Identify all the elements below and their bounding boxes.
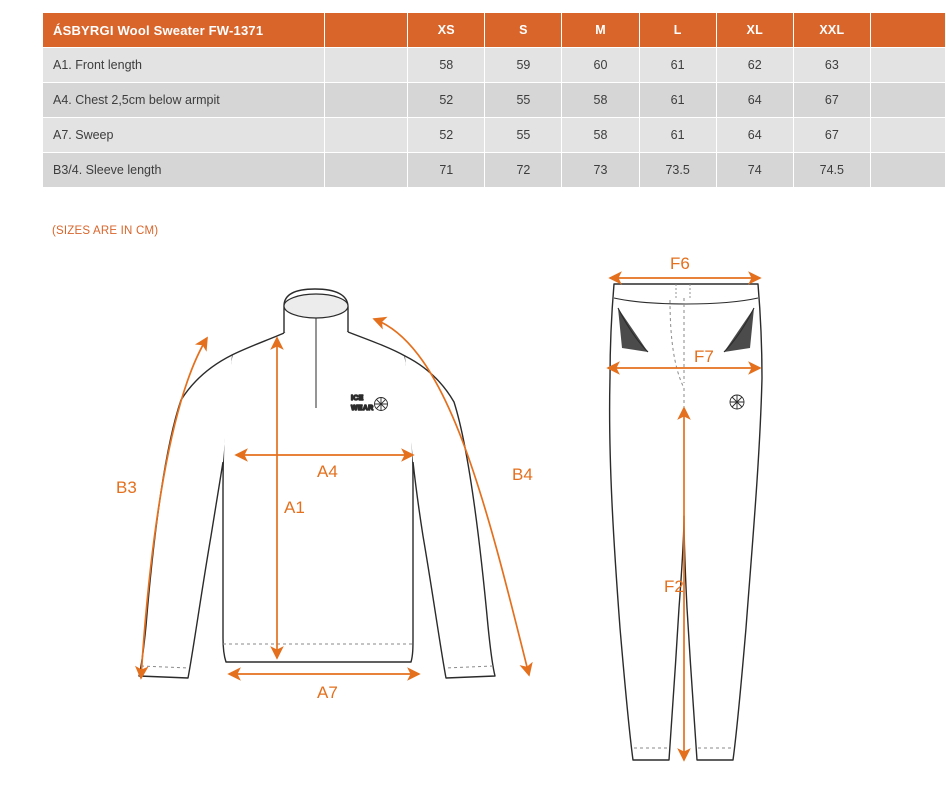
measure-value: 61 (639, 83, 716, 118)
measure-value: 62 (716, 48, 793, 83)
garment-diagrams (0, 248, 946, 797)
brand-line-2: WEAR (351, 405, 374, 412)
table-row (43, 83, 946, 118)
measure-label: A1. Front length (43, 48, 325, 83)
measure-value: 64 (716, 118, 793, 153)
row-spacer (325, 83, 408, 118)
header-tail-spacer (870, 13, 945, 48)
measure-value: 58 (562, 83, 639, 118)
table-row (43, 153, 946, 188)
table-header-row (43, 13, 946, 48)
table-row (43, 48, 946, 83)
row-tail-spacer (870, 153, 945, 188)
size-header-l: L (639, 13, 716, 48)
sweater-drawing (139, 289, 495, 678)
measure-label: B3/4. Sleeve length (43, 153, 325, 188)
dimension-label-f6: F6 (670, 254, 690, 273)
measure-value: 55 (485, 118, 562, 153)
dimension-label-b4: B4 (512, 465, 533, 484)
size-header-xxl: XXL (793, 13, 870, 48)
row-tail-spacer (870, 118, 945, 153)
header-spacer (325, 13, 408, 48)
size-table-body (43, 48, 946, 188)
measure-value: 61 (639, 48, 716, 83)
measure-value: 67 (793, 118, 870, 153)
dimension-label-b3: B3 (116, 478, 137, 497)
measure-value: 71 (408, 153, 485, 188)
measure-value: 55 (485, 83, 562, 118)
measure-value: 61 (639, 118, 716, 153)
measure-value: 64 (716, 83, 793, 118)
pants-drawing (610, 284, 762, 760)
measure-value: 67 (793, 83, 870, 118)
measure-value: 59 (485, 48, 562, 83)
measure-value: 58 (562, 118, 639, 153)
dimension-label-a4: A4 (317, 462, 338, 481)
units-note: (SIZES ARE IN CM) (52, 225, 159, 237)
measure-value: 73 (562, 153, 639, 188)
measure-value: 52 (408, 118, 485, 153)
dimension-label-f2: F2 (664, 577, 684, 596)
measure-value: 58 (408, 48, 485, 83)
measure-value: 60 (562, 48, 639, 83)
size-chart-page (0, 12, 946, 797)
row-spacer (325, 48, 408, 83)
size-table-head (43, 13, 946, 48)
size-header-m: M (562, 13, 639, 48)
size-header-s: S (485, 13, 562, 48)
measure-value: 73.5 (639, 153, 716, 188)
size-header-xs: XS (408, 13, 485, 48)
row-tail-spacer (870, 48, 945, 83)
measure-label: A4. Chest 2,5cm below armpit (43, 83, 325, 118)
size-table (42, 12, 946, 188)
dimension-label-f7: F7 (694, 347, 714, 366)
measure-value: 74.5 (793, 153, 870, 188)
measure-value: 63 (793, 48, 870, 83)
row-spacer (325, 153, 408, 188)
table-row (43, 118, 946, 153)
brand-line-1: ICE (351, 395, 364, 402)
dimension-label-a7: A7 (317, 683, 338, 702)
row-tail-spacer (870, 83, 945, 118)
measure-label: A7. Sweep (43, 118, 325, 153)
dimension-label-a1: A1 (284, 498, 305, 517)
size-header-xl: XL (716, 13, 793, 48)
measure-value: 74 (716, 153, 793, 188)
measure-value: 72 (485, 153, 562, 188)
pants-logo-icon (730, 395, 744, 409)
measure-value: 52 (408, 83, 485, 118)
row-spacer (325, 118, 408, 153)
product-title: ÁSBYRGI Wool Sweater FW-1371 (43, 13, 325, 48)
